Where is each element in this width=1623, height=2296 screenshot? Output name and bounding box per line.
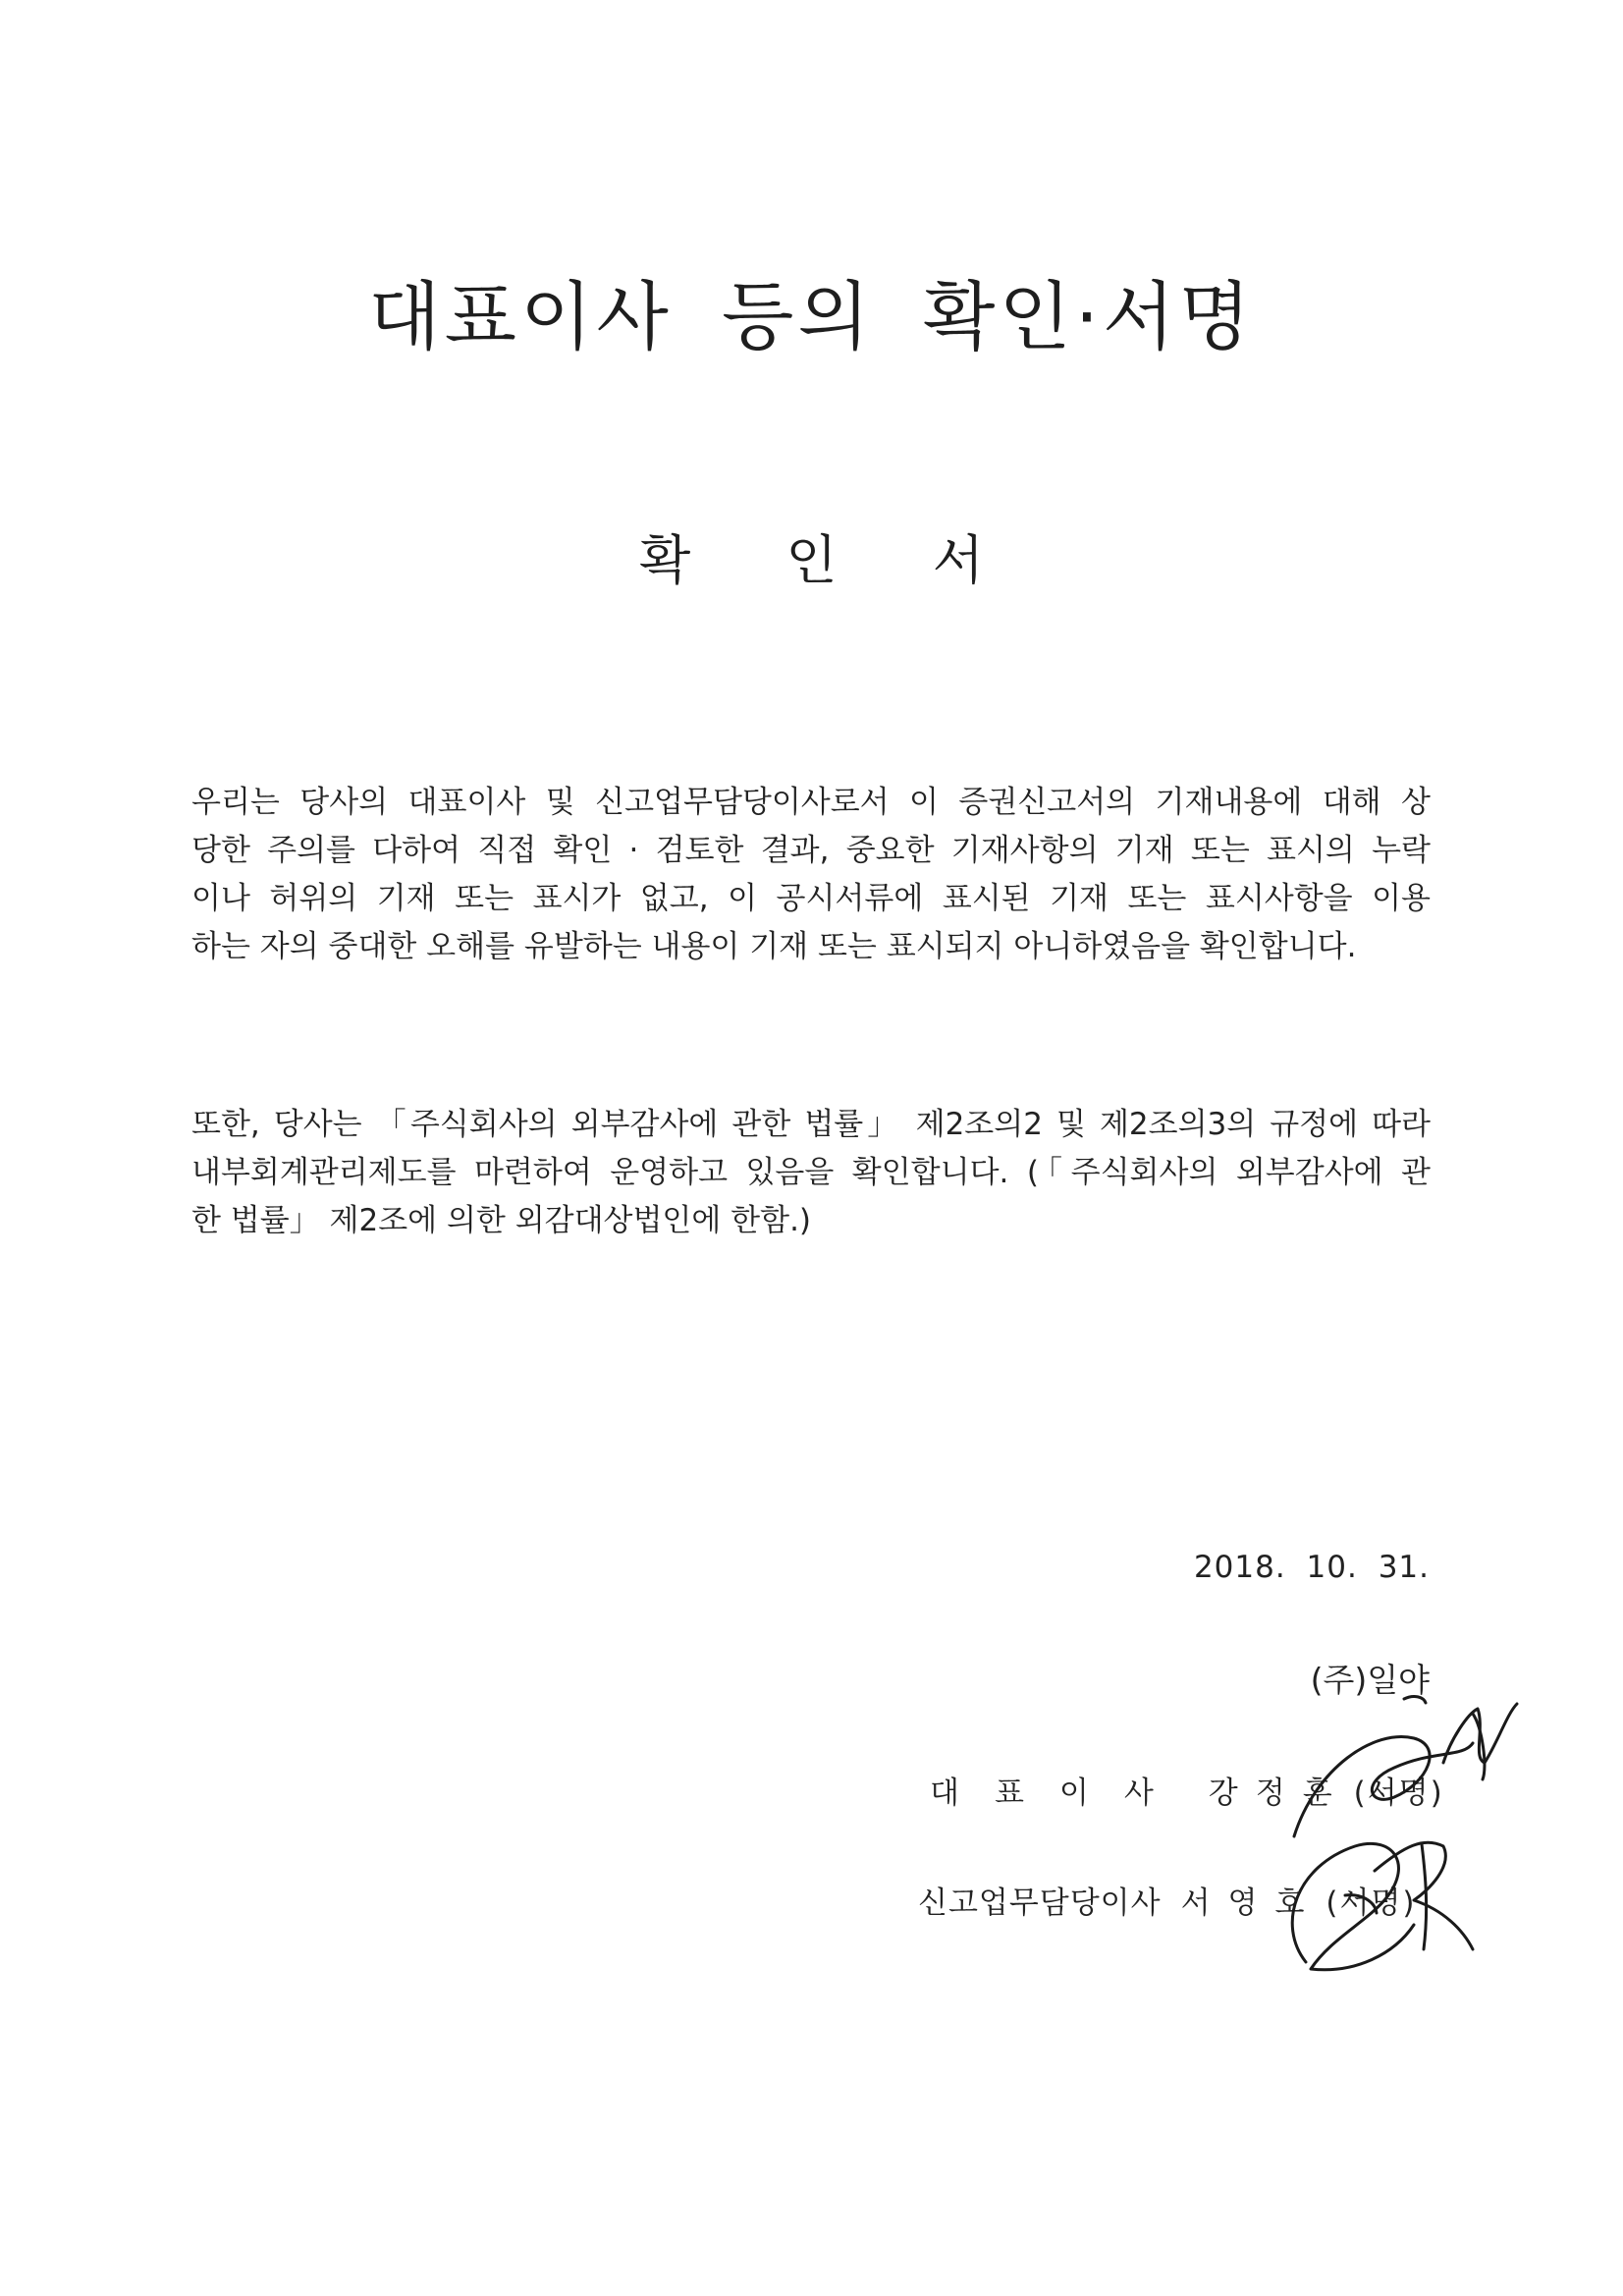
- paragraph-line: 이나 허위의 기재 또는 표시가 없고, 이 공시서류에 표시된 기재 또는 표시사항을 이용: [191, 881, 1431, 916]
- paragraph-line: 하는 자의 중대한 오해를 유발하는 내용이 기재 또는 표시되지 아니하였음을 확인합니다.: [191, 929, 1357, 964]
- ceo-signature-stroke: [1473, 1714, 1485, 1779]
- paragraph-line: 우리는 당사의 대표이사 및 신고업무담당이사로서 이 증권신고서의 기재내용에 대해 상: [191, 785, 1431, 820]
- internal-control-paragraph: [191, 1101, 1431, 1245]
- document-subtitle: 확 인 서: [639, 529, 1023, 591]
- signature-mark: (서명): [1325, 1886, 1417, 1921]
- paragraph-line: 또한, 당사는 「주식회사의 외부감사에 관한 법률」 제2조의2 및 제2조의3의 규정에 따라: [191, 1107, 1431, 1142]
- paragraph-line: 당한 주의를 다하여 직접 확인 · 검토한 결과, 중요한 기재사항의 기재 또는 표시의 누락: [191, 833, 1431, 868]
- signer-role: 대표이사: [930, 1776, 1189, 1811]
- officer-signature-line: [918, 1878, 1417, 1922]
- document-title: 대표이사 등의 확인·서명: [368, 273, 1255, 360]
- paragraph-line: 한 법률」 제2조에 의한 외감대상법인에 한함.): [191, 1203, 812, 1238]
- document-date: 2018. 10. 31.: [1193, 1550, 1430, 1585]
- paragraph-line: 내부회계관리제도를 마련하여 운영하고 있음을 확인합니다. (「주식회사의 외부감사에 관: [191, 1155, 1431, 1190]
- signer-name: 서영호: [1180, 1886, 1323, 1921]
- confirmation-paragraph: [191, 779, 1431, 971]
- signer-name: 강정훈: [1208, 1776, 1350, 1811]
- ceo-signature-line: [930, 1768, 1444, 1812]
- officer-signature-stroke: [1422, 1844, 1427, 1949]
- ceo-signature-stroke: [1443, 1704, 1517, 1763]
- company-name: (주)일야: [1310, 1661, 1430, 1699]
- signer-role: 신고업무담당이사: [918, 1886, 1162, 1921]
- signature-mark: (서명): [1353, 1776, 1444, 1811]
